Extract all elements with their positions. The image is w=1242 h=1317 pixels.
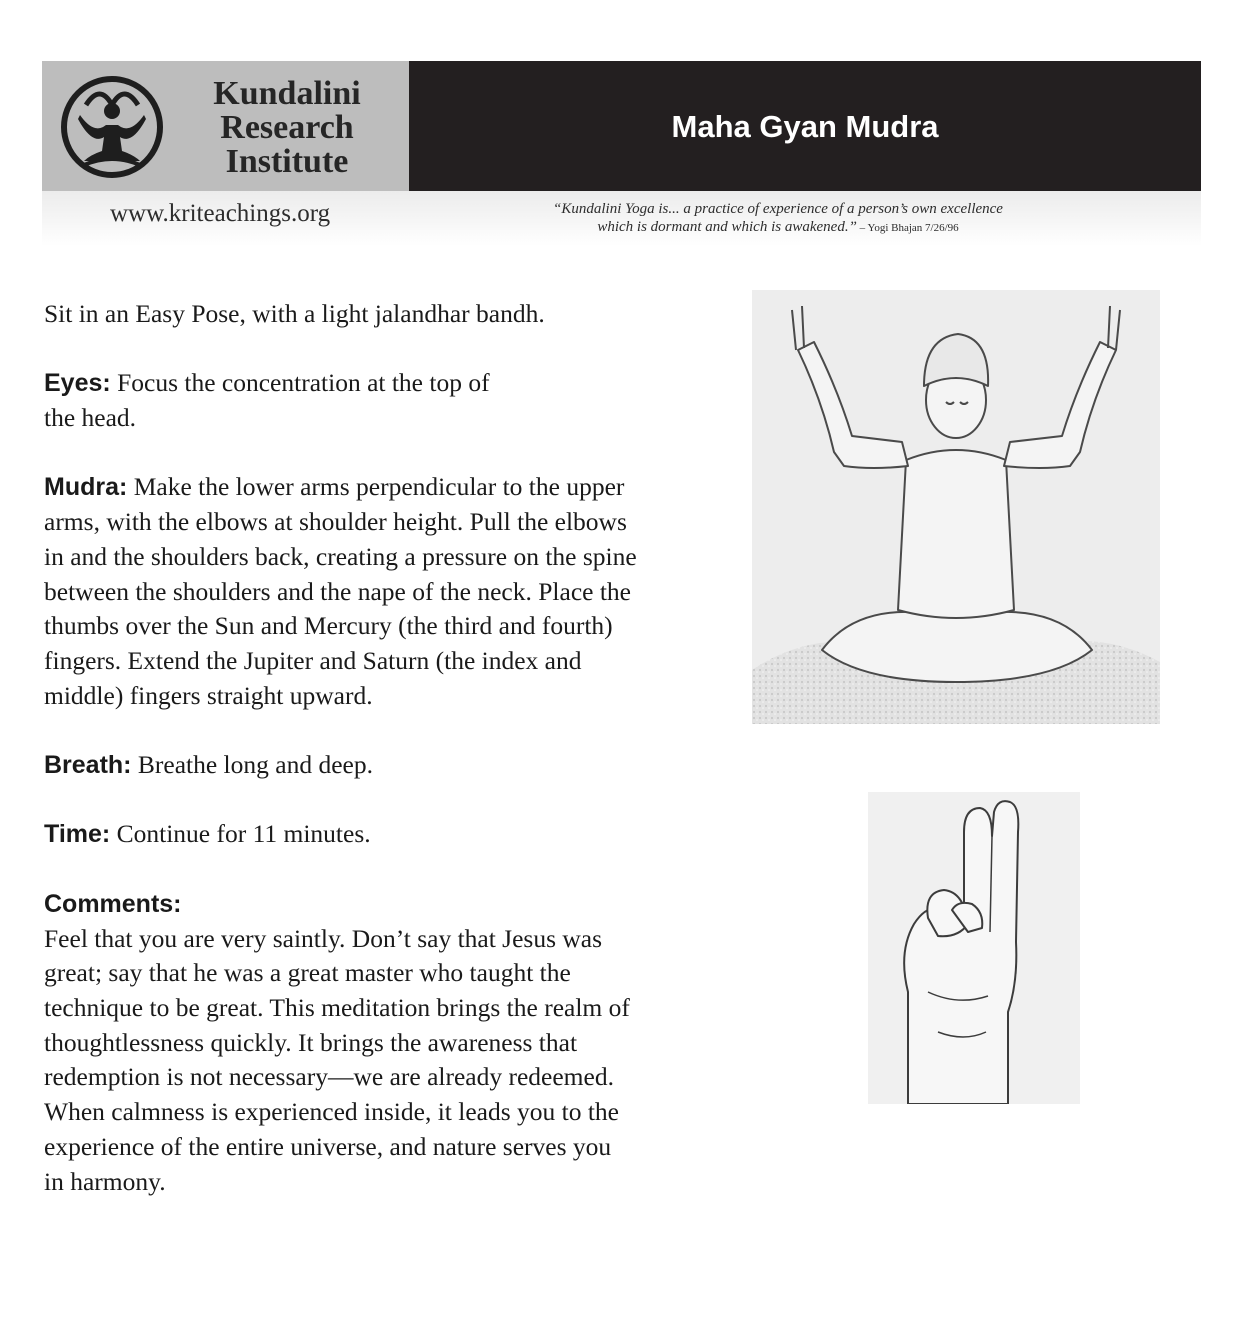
comments-line-1: Feel that you are very saintly. Don’t say that Jesus was: [44, 923, 603, 953]
breath-section: [44, 748, 744, 783]
quote-line-2-text: which is dormant and which is awakened.”: [597, 219, 857, 235]
eyes-section: [44, 366, 744, 435]
header-quote: [498, 200, 1058, 237]
org-name: [172, 77, 402, 179]
instructions: [44, 297, 744, 1234]
hand-mudra-drawing: [868, 792, 1080, 1104]
quote-line-1: “Kundalini Yoga is... a practice of experience of a person’s own excellence: [553, 201, 1003, 217]
page-title: Maha Gyan Mudra: [671, 109, 939, 144]
mudra-line-4: between the shoulders and the nape of the neck. Place the: [44, 576, 631, 606]
org-name-line-2: Research: [220, 109, 354, 146]
header-subbar: [42, 191, 1201, 246]
website-link[interactable]: www.kriteachings.org: [110, 200, 331, 227]
header-logo-panel: [42, 61, 409, 191]
eyes-text-line-2: the head.: [44, 403, 137, 433]
comments-line-6: When calmness is experienced inside, it leads you to the: [44, 1097, 619, 1127]
eyes-label: Eyes:: [44, 369, 111, 398]
comments-line-3: technique to be great. This meditation brings the realm of: [44, 992, 630, 1022]
header-title-bar: [409, 61, 1201, 191]
intro-text: Sit in an Easy Pose, with a light jalandhar bandh.: [44, 299, 545, 328]
mudra-label: Mudra:: [44, 473, 128, 502]
org-name-line-1: Kundalini: [213, 75, 361, 112]
mudra-line-6: fingers. Extend the Jupiter and Saturn (the index and: [44, 646, 582, 675]
kundalini-yoga-figure-icon: [60, 75, 164, 179]
quote-line-2: [498, 218, 1058, 237]
org-name-line-3: Institute: [225, 143, 349, 180]
comments-line-8: in harmony.: [44, 1166, 166, 1196]
eyes-text: Focus the concentration at the top of: [110, 368, 490, 398]
breath-text: Breathe long and deep.: [131, 750, 373, 780]
quote-attribution: – Yogi Bhajan 7/26/96: [856, 222, 959, 234]
comments-line-7: experience of the entire universe, and nature serves you: [44, 1131, 612, 1161]
mudra-section: [44, 470, 744, 713]
time-section: [44, 817, 744, 852]
comments-label: Comments:: [44, 889, 182, 918]
seated-figure-drawing: [752, 290, 1160, 724]
time-label: Time:: [44, 820, 111, 849]
comments-line-2: great; say that he was a great master who taught the: [44, 958, 571, 988]
breath-label: Breath:: [44, 751, 132, 780]
comments-section: [44, 887, 744, 1199]
mudra-line-3: in and the shoulders back, creating a pressure on the spine: [44, 541, 637, 571]
time-text: Continue for 11 minutes.: [110, 819, 371, 849]
mudra-line-1: Make the lower arms perpendicular to the upper: [127, 472, 625, 502]
comments-line-4: thoughtlessness quickly. It brings the awareness that: [44, 1027, 578, 1057]
hand-mudra-illustration: [868, 792, 1080, 1104]
mudra-line-2: arms, with the elbows at shoulder height. Pull the elbows: [44, 507, 627, 537]
mudra-line-7: middle) fingers straight upward.: [44, 680, 373, 710]
comments-line-5: redemption is not necessary—we are already redeemed.: [44, 1062, 614, 1092]
mudra-line-5: thumbs over the Sun and Mercury (the third and fourth): [44, 611, 613, 641]
seated-pose-illustration: [752, 290, 1160, 724]
